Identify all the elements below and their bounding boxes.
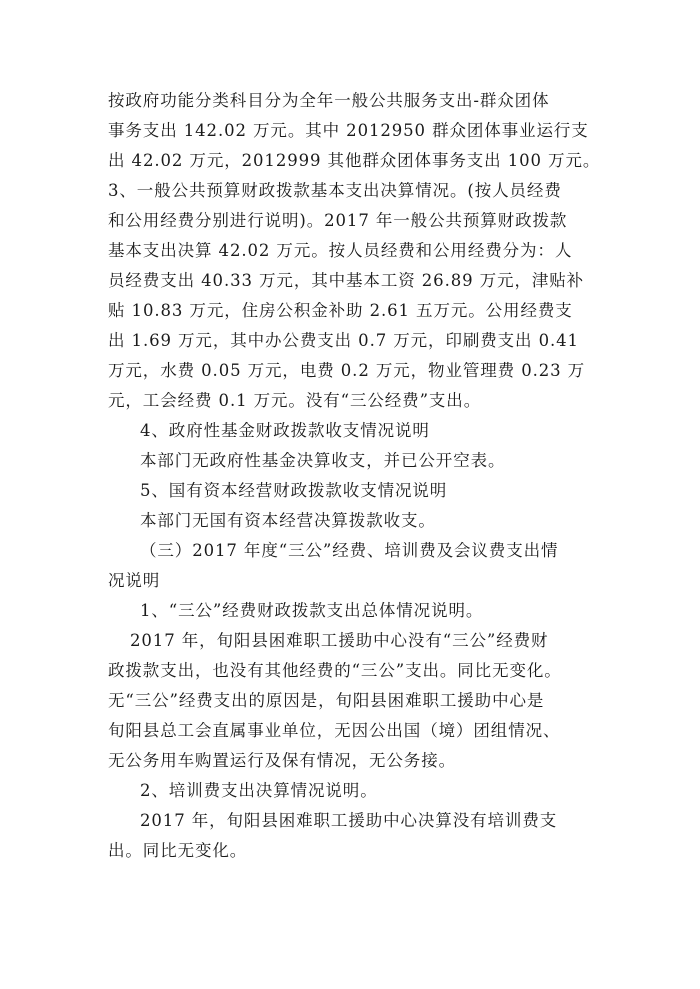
text-line: 元，工会经费 0.1 万元。没有“三公经费”支出。 [108, 391, 482, 410]
text-line: 和公用经费分别进行说明)。2017 年一般公共预算财政拨款 [108, 211, 568, 230]
text-line: 3、一般公共预算财政拨款基本支出决算情况。(按人员经费 [108, 181, 562, 200]
text-line: 本部门无国有资本经营决算拨款收支。 [140, 511, 436, 530]
text-line: 1、“三公”经费财政拨款支出总体情况说明。 [140, 601, 484, 620]
text-line: 本部门无政府性基金决算收支，并已公开空表。 [140, 451, 506, 470]
text-line: 5、国有资本经营财政拨款收支情况说明 [140, 481, 448, 500]
text-line: 政拨款支出，也没有其他经费的“三公”支出。同比无变化。 [108, 661, 562, 680]
text-line: 万元，水费 0.05 万元，电费 0.2 万元，物业管理费 0.23 万 [108, 361, 586, 380]
text-line: 按政府功能分类科目分为全年一般公共服务支出-群众团体 [108, 91, 550, 110]
document-body [108, 86, 601, 866]
text-line: 况说明 [108, 571, 161, 590]
text-line: 无“三公”经费支出的原因是，旬阳县困难职工援助中心是 [108, 691, 545, 710]
text-line: 2017 年，旬阳县困难职工援助中心决算没有培训费支 [140, 811, 558, 830]
text-line: 出 42.02 万元，2012999 其他群众团体事务支出 100 万元。 [108, 151, 601, 170]
text-line: 出 1.69 万元，其中办公费支出 0.7 万元，印刷费支出 0.41 [108, 331, 579, 350]
text-line: 2017 年，旬阳县困难职工援助中心没有“三公”经费财 [130, 631, 549, 650]
text-line: 出。同比无变化。 [108, 841, 248, 860]
text-line: 4、政府性基金财政拨款收支情况说明 [140, 421, 430, 440]
text-line: 贴 10.83 万元，住房公积金补助 2.61 五万元。公用经费支 [108, 301, 573, 320]
text-line: 员经费支出 40.33 万元，其中基本工资 26.89 万元，津贴补 [108, 271, 585, 290]
text-line: 2、培训费支出决算情况说明。 [140, 781, 378, 800]
text-line: 无公务用车购置运行及保有情况，无公务接。 [108, 751, 456, 770]
text-line: 旬阳县总工会直属事业单位，无因公出国（境）团组情况、 [108, 721, 561, 740]
text-line: 基本支出决算 42.02 万元。按人员经费和公用经费分为：人 [108, 241, 573, 260]
text-line: 事务支出 142.02 万元。其中 2012950 群众团体事业运行支 [108, 121, 589, 140]
text-line: （三）2017 年度“三公”经费、培训费及会议费支出情 [140, 541, 559, 560]
